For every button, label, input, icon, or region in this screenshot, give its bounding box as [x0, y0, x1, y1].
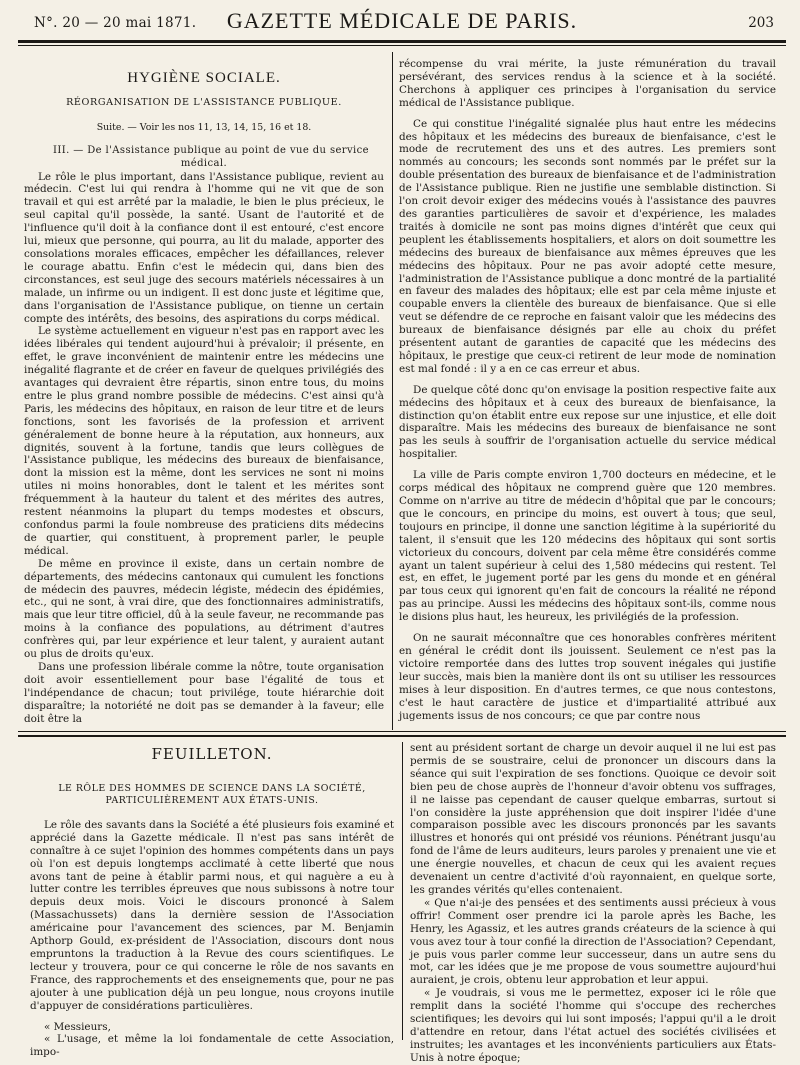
- column-left: [24, 52, 384, 726]
- article-title: RÉORGANISATION DE L'ASSISTANCE PUBLIQUE.: [66, 96, 342, 108]
- paragraph: De quelque côté donc qu'on envisage la position respective faite aux médecins des hôpitaux et à ceux des bureaux de bienfaisance, la distinction qu'on établit entre eux repose sur une injustice, et elle doit disparaître. Mais les médecins des bureaux de bienfaisance ne sont pas les seuls à souffrir de l'organisation actuelle du service médical hospitalier.: [399, 383, 776, 461]
- header-rule: [18, 40, 786, 43]
- feuilleton-title: FEUILLETON.: [151, 745, 273, 763]
- newspaper-title: GAZETTE MÉDICALE DE PARIS.: [226, 8, 578, 33]
- paragraph: Ce qui constitue l'inégalité signalée plus haut entre les médecins des hôpitaux et les médecins des bureaux de bienfaisance, c'est le mode de recrutement des uns et des autres. Les premiers sont nommés au concours; les seconds sont nommés par le préfet sur la double présentation des bureaux de bienfaisance et de l'administration de l'Assistance publique. Rien ne justifie une semblable distinction. Si l'on croit devoir exiger des médecins voués à l'assistance des pauvres des garanties particulières de savoir et d'expérience, les malades traités à domicile ne sont pas moins dignes d'intérêt que ceux qui peuplent les établissements hospitaliers, et alors on doit soumettre les médecins des bureaux de bienfaisance aux mêmes épreuves que les médecins des hôpitaux. Pour ne pas avoir adopté cette mesure, l'administration de l'Assistance publique a donc montré de la partialité en faveur des malades des hôpitaux; elle est par cela même injuste et coupable envers la clientèle des bureaux de bienfaisance. Que si elle veut se défendre de ce reproche en faisant valoir que les médecins des bureaux de bienfaisance désignés par elle au choix du préfet présentent autant de garanties de capacité que les médecins des hôpitaux, le prestige que ceux-ci retirent de leur mode de nomination est mal fondé : il y a en ce cas erreur et abus.: [399, 117, 776, 375]
- paragraph: Le rôle des savants dans la Société a été plusieurs fois examiné et apprécié dans la Gazette médicale. Il n'est pas sans intérêt de connaître à ce sujet l'opinion des hommes compétents dans un pays où l'on est depuis longtemps acclimaté à cette liberté que nous avons tant de peine à établir parmi nous, et qui naguère a eu à lutter contre les terribles épreuves que nous subissons à notre tour depuis deux mois. Voici le discours prononcé à Salem (Massachussets) dans la dernière session de l'Association américaine pour l'avancement des sciences, par M. Benjamin Apthorp Gould, ex-président de l'Association, discours dont nous empruntons la traduction à la Revue des cours scientifiques. Le lecteur y trouvera, pour ce qui concerne le rôle de nos savants en France, des rapprochements et des enseignements que, pour ne pas ajouter à une publication déjà un peu longue, nous croyons inutile d'appuyer de considérations particulières.: [30, 818, 394, 1012]
- feuilleton-column-divider: [402, 742, 403, 1040]
- paragraph: La ville de Paris compte environ 1,700 docteurs en médecine, et le corps médical des hôpitaux ne comprend guère que 120 membres. Comme on n'arrive au titre de médecin d'hôpital que par le concours; que le concours, en principe du moins, est ouvert à tous; que seul, toujours en principe, il donne une sanction légitime à la supériorité du talent, il s'ensuit que les 120 médecins des hôpitaux qui sont sortis victorieux du concours, doivent par cela même être considérés comme ayant un talent supérieur à celui des 1,580 médecins qui restent. Tel est, en effet, le jugement porté par les gens du monde et en général par tous ceux qui ignorent qu'en fait de concours la réalité ne répond pas au principe. Aussi les médecins des hôpitaux sont-ils, comme nous le disions plus haut, les heureux, les privilégiés de la profession.: [399, 469, 776, 624]
- paragraph: Le rôle le plus important, dans l'Assistance publique, revient au médecin. C'est lui qui rendra à l'homme qui ne vit que de son travail et qui est arrêté par la maladie, le bien le plus précieux, le seul capital qu'il possède, la santé. Usant de l'autorité et de l'influence qu'il doit à la confiance dont il est entouré, c'est encore lui, mieux que personne, qui pourra, au lit du malade, apporter des consolations morales efficaces, empêcher les défaillances, relever le courage abattu. Enfin c'est le médecin qui, dans bien des circonstances, est seul juge des secours matériels nécessaires à un malade, un infirme ou un indigent. Il est donc juste et légitime que, dans l'organisation de l'Assistance publique, on tienne un certain compte des intérêts, des besoins, des aspirations du corps médical.: [24, 170, 384, 325]
- page-number: 203: [748, 15, 774, 31]
- paragraph: Dans une profession libérale comme la nôtre, toute organisation doit avoir essentiellement pour base l'égalité de tous et l'indépendance de chacun; tout privilége, toute hiérarchie doit disparaître; la notoriété ne doit pas se demander à la faveur; elle doit être la: [24, 660, 384, 725]
- paragraph: De même en province il existe, dans un certain nombre de départements, des médecins cantonaux qui cumulent les fonctions de médecin des pauvres, médecin légiste, médecin des épidémies, etc., qui ne sont, à vrai dire, que des fonctionnaires administratifs, mais que leur titre officiel, dû à la seule faveur, ne recommande pas moins à la confiance des populations, au détriment d'autres confrères qui, par leur expérience et leur talent, y auraient autant ou plus de droits qu'eux.: [24, 557, 384, 661]
- page-header: [18, 6, 786, 34]
- paragraph: récompense du vrai mérite, la juste rémunération du travail persévérant, des services rendus à la science et à la société. Cherchons à appliquer ces principes à l'organisation du service médical de l'Assistance publique.: [399, 58, 776, 109]
- feuilleton-article-title: LE RÔLE DES HOMMES DE SCIENCE DANS LA SOCIÉTÉ, PARTICULIÈREMENT AUX ÉTATS-UNIS.: [58, 782, 366, 806]
- feuilleton-rule: [18, 731, 786, 732]
- paragraph: Le système actuellement en vigueur n'est pas en rapport avec les idées libérales qui tendent aujourd'hui à prévaloir; il présente, en effet, le grave inconvénient de maintenir entre les médecins une inégalité flagrante et de créer en faveur de quelques privilégiés des avantages qui devraient être répartis, sinon entre tous, du moins entre le plus grand nombre possible de médecins. C'est ainsi qu'à Paris, les médecins des hôpitaux, en raison de leur titre et de leurs fonctions, sont les favorisés de la profession et arrivent généralement de bonne heure à la réputation, aux honneurs, aux dignités, souvent à la fortune, tandis que leurs collègues de l'Assistance publique, les médecins des bureaux de bienfaisance, dont la mission est la même, dont les services ne sont ni moins utiles ni moins honorables, dont le talent et les mérites sont fréquemment à la hauteur du talent et des mérites des autres, restent néanmoins la plupart du temps modestes et obscurs, confondus parmi la foule nombreuse des praticiens dits médecins de quartier, qui constituent, à proprement parler, le peuple médical.: [24, 325, 384, 557]
- header-rule-thin: [18, 45, 786, 46]
- feuilleton-rule-thick: [18, 735, 786, 737]
- paragraph: « Messieurs,: [44, 1020, 111, 1033]
- paragraph: sent au président sortant de charge un devoir auquel il ne lui est pas permis de se soustraire, celui de prononcer un discours dans la séance qui suit l'expiration de ses fonctions. Quoique ce devoir soit bien peu de chose auprès de l'honneur d'avoir obtenu vos suffrages, il ne laisse pas cependant de causer quelque embarras, surtout si l'on considère la juste appréhension que doit inspirer l'idée d'une comparaison possible avec les discours prononcés par les savants illustres et honorés qui ont présidé vos réunions. Pénétrant jusqu'au fond de l'âme de leurs auditeurs, leurs paroles y prenaient une vie et une énergie nouvelles, et chacun de ceux qui les avaient reçues devenaient un centre d'activité d'où rayonnaient, en quelque sorte, les grandes vérités qu'elles contenaient.: [410, 742, 776, 896]
- continuation-note: Suite. — Voir les nos 11, 13, 14, 15, 16 et 18.: [96, 121, 312, 133]
- column-right: [399, 58, 776, 722]
- paragraph: « Que n'ai-je des pensées et des sentiments aussi précieux à vous offrir! Comment oser prendre ici la parole après les Bache, les Henry, les Agassiz, et les autres grands créateurs de la science à qui vous avez tour à tour confié la direction de l'Association? Cependant, je puis vous parler comme leur successeur, dans un autre sens du mot, car les idées que je me propose de vous soumettre aujourd'hui auraient, je crois, obtenu leur approbation et leur appui.: [410, 896, 776, 987]
- paragraph: « L'usage, et même la loi fondamentale de cette Association, impo-: [30, 1033, 394, 1059]
- paragraph: On ne saurait méconnaître que ces honorables confrères méritent en général le crédit dont ils jouissent. Seulement ce n'est pas la victoire remportée dans des luttes trop souvent inégales qui justifie leur succès, mais bien la manière dont ils ont su utiliser les ressources mises à leur disposition. En d'autres termes, ce que nous contestons, c'est le haut caractère de justice et d'impartialité attribué aux jugements issus de nos concours; ce que par contre nous: [399, 632, 776, 722]
- feuilleton-column-left: [30, 742, 394, 1059]
- article-subheading: III. — De l'Assistance publique au point de vue du service médical.: [53, 144, 369, 169]
- paragraph: « Je voudrais, si vous me le permettez, exposer ici le rôle que remplit dans la société l'homme qui s'occupe des recherches scientifiques; les devoirs qui lui sont imposés; l'appui qu'il a le droit d'attendre en retour, dans l'état actuel des sociétés civilisées et instruites; les avantages et les inconvénients particuliers aux États-Unis à notre époque;: [410, 987, 776, 1064]
- section-title: HYGIÈNE SOCIALE.: [127, 70, 281, 86]
- feuilleton-column-right: [410, 742, 776, 1065]
- issue-number: N°. 20 — 20 mai 1871.: [34, 15, 197, 31]
- column-divider: [392, 52, 393, 730]
